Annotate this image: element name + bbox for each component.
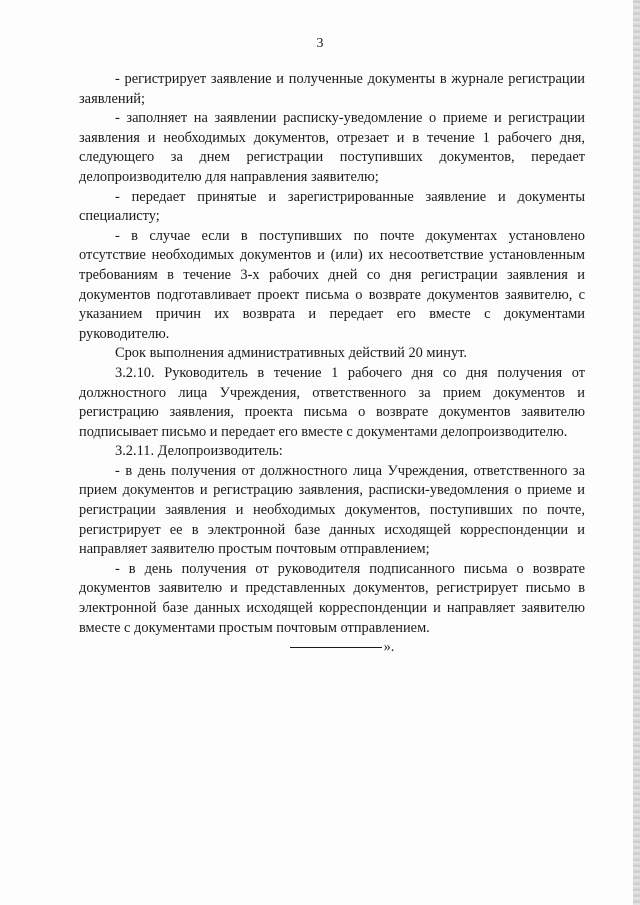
paragraph-section-3-2-11: 3.2.11. Делопроизводитель: xyxy=(115,443,283,460)
scan-edge-artifact xyxy=(633,0,640,905)
paragraph-transfer-specialist: - передает принятые и зарегистрированные заявление и документы специалисту; xyxy=(79,188,585,225)
paragraph-register-return-letter: - в день получения от руководителя подписанного письма о возврате документов заявителю и представленных документов, регистрирует письмо в электронной базе данных исходящей корреспонденции и направляет заявителю вместе с документами простым почтовым отправлением. xyxy=(79,560,585,636)
document-body xyxy=(79,70,585,658)
paragraph-missing-documents: - в случае если в поступивших по почте документах установлено отсутствие необходимых документов и (или) их несоответствие установленным требованиям в течение 3-х рабочих дней со дня регистрации заявления и документов подготавливает проект письма о возврате документов заявителю, с указанием причин их возврата и передает его вместе с документами руководителю. xyxy=(79,227,585,342)
paragraph-deadline: Срок выполнения административных действий 20 минут. xyxy=(115,345,467,362)
page-number: 3 xyxy=(316,36,324,51)
closing-quote-mark: ». xyxy=(383,639,395,656)
paragraph-section-3-2-10: 3.2.10. Руководитель в течение 1 рабочего дня со дня получения от должностного лица Учреждения, ответственного за прием документов и регистрацию заявления, проекта письма о возврате документов заявителю подписывает письмо и передает его вместе с документами делопроизводителю. xyxy=(79,364,585,440)
paragraph-register-application: - регистрирует заявление и полученные документы в журнале регистрации заявлений; xyxy=(79,71,585,107)
paragraph-register-receipt: - в день получения от должностного лица Учреждения, ответственного за прием документов и регистрацию заявления, расписки-уведомления о приеме и регистрации заявления и необходимых документов, поступивших по почте, регистрирует ее в электронной базе данных исходящей корреспонденции и направляет заявителю простым почтовым отправлением; xyxy=(79,462,585,558)
signature-underline xyxy=(290,647,382,648)
paragraph-fill-receipt: - заполняет на заявлении расписку-уведомление о приеме и регистрации заявления и необходимых документов, отрезает и в течение 1 рабочего дня, следующего за днем регистрации поступивших документов, передает делопроизводителю для направления заявителю; xyxy=(79,110,585,185)
closing-line xyxy=(79,638,585,658)
